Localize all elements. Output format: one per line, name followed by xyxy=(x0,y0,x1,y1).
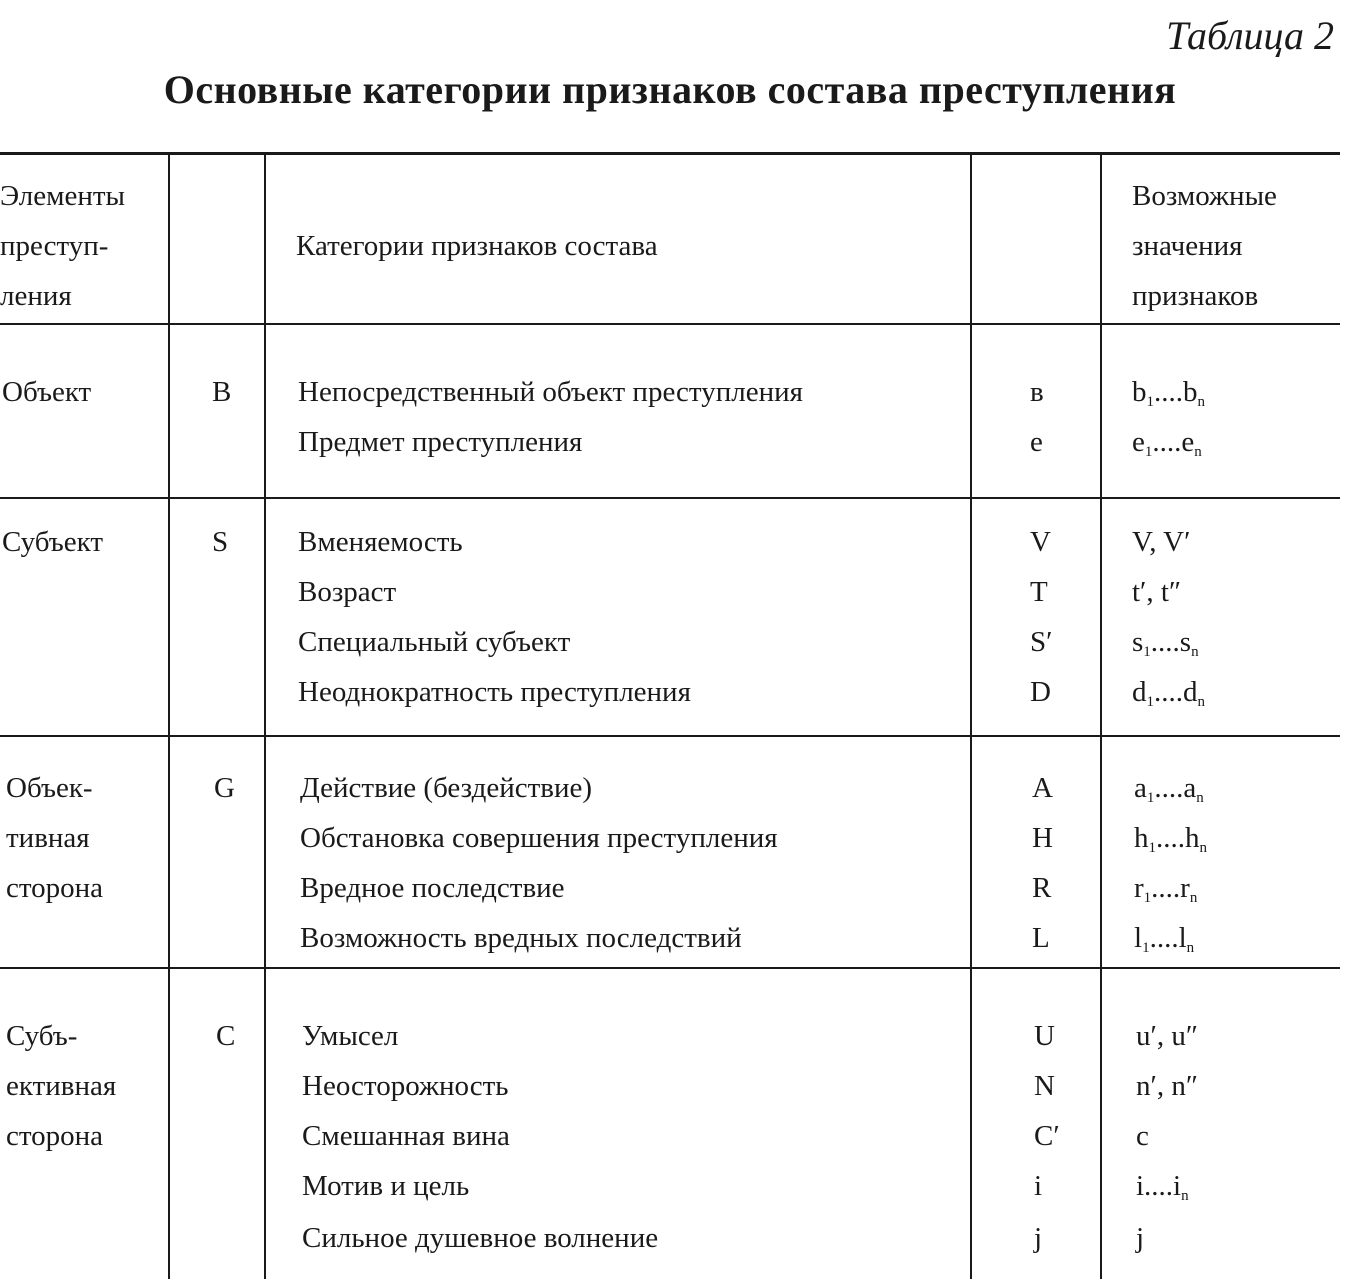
category-cell: Действие (бездействие) xyxy=(300,772,593,804)
value-cell: j xyxy=(1136,1222,1145,1254)
value-cell: $e_1....e_n$ xyxy=(1132,426,1202,460)
symbol-cell: D xyxy=(1030,676,1051,708)
symbol-cell: S′ xyxy=(1030,626,1053,658)
row-divider xyxy=(0,735,1340,737)
category-cell: Мотив и цель xyxy=(302,1170,470,1202)
symbol-cell: j xyxy=(1034,1222,1043,1254)
category-cell: Вредное последствие xyxy=(300,872,565,904)
group-element: Субъ- ективная сторона xyxy=(6,1020,117,1152)
symbol-cell: R xyxy=(1032,872,1052,904)
symbol-cell: e xyxy=(1030,426,1043,458)
row-divider xyxy=(0,497,1340,499)
symbol-cell: H xyxy=(1032,822,1053,854)
value-cell: $h_1....h_n$ xyxy=(1134,822,1207,856)
value-cell: $b_1....b_n$ xyxy=(1132,376,1205,410)
header-values: Возможные значения признаков xyxy=(1132,180,1277,312)
value-cell: $a_1....a_n$ xyxy=(1134,772,1204,806)
symbol-cell: N xyxy=(1034,1070,1055,1102)
symbol-cell: i xyxy=(1034,1170,1043,1202)
symbol-cell: A xyxy=(1032,772,1053,804)
category-cell: Предмет преступления xyxy=(298,426,583,458)
category-cell: Возраст xyxy=(298,576,397,608)
value-cell: $d_1....d_n$ xyxy=(1132,676,1205,710)
category-cell: Умысел xyxy=(302,1020,399,1052)
header-elements: Элементы преступ- ления xyxy=(0,180,126,312)
value-cell: t′, t″ xyxy=(1132,576,1182,608)
value-cell: $r_1....r_n$ xyxy=(1134,872,1198,906)
table-caption: Таблица 2 xyxy=(1166,13,1334,58)
header-categories: Категории признаков состава xyxy=(296,230,658,262)
group-element: Субъект xyxy=(2,526,104,558)
table-title: Основные категории признаков состава преступления xyxy=(163,67,1177,112)
row-divider xyxy=(0,967,1340,969)
group-element: Объект xyxy=(2,376,92,408)
category-cell: Непосредственный объект преступления xyxy=(298,376,803,408)
group-code: C xyxy=(216,1020,236,1052)
symbol-cell: в xyxy=(1030,376,1044,408)
symbol-cell: V xyxy=(1030,526,1051,558)
category-cell: Специальный субъект xyxy=(298,626,571,658)
group-code: S xyxy=(212,526,229,558)
category-cell: Неосторожность xyxy=(302,1070,509,1102)
categories-table xyxy=(0,152,1340,1279)
category-cell: Сильное душевное волнение xyxy=(302,1222,659,1254)
category-cell: Обстановка совершения преступления xyxy=(300,822,778,854)
group-element: Объек- тивная сторона xyxy=(6,772,104,904)
symbol-cell: T xyxy=(1030,576,1048,608)
value-cell: $l_1....l_n$ xyxy=(1134,922,1195,956)
group-code: B xyxy=(212,376,232,408)
category-cell: Неоднократность преступления xyxy=(298,676,691,708)
value-cell: $s_1....s_n$ xyxy=(1132,626,1199,660)
row-divider xyxy=(0,323,1340,325)
symbol-cell: C′ xyxy=(1034,1120,1060,1152)
value-cell: n′, n″ xyxy=(1136,1070,1198,1102)
value-cell: u′, u″ xyxy=(1136,1020,1198,1052)
value-cell: c xyxy=(1136,1120,1149,1152)
category-cell: Смешанная вина xyxy=(302,1120,510,1152)
value-cell: $i....i_n$ xyxy=(1136,1170,1189,1204)
value-cell: V, V′ xyxy=(1132,526,1191,558)
category-cell: Возможность вредных последствий xyxy=(300,922,742,954)
category-cell: Вменяемость xyxy=(298,526,463,558)
symbol-cell: L xyxy=(1032,922,1050,954)
group-code: G xyxy=(214,772,235,804)
symbol-cell: U xyxy=(1034,1020,1055,1052)
